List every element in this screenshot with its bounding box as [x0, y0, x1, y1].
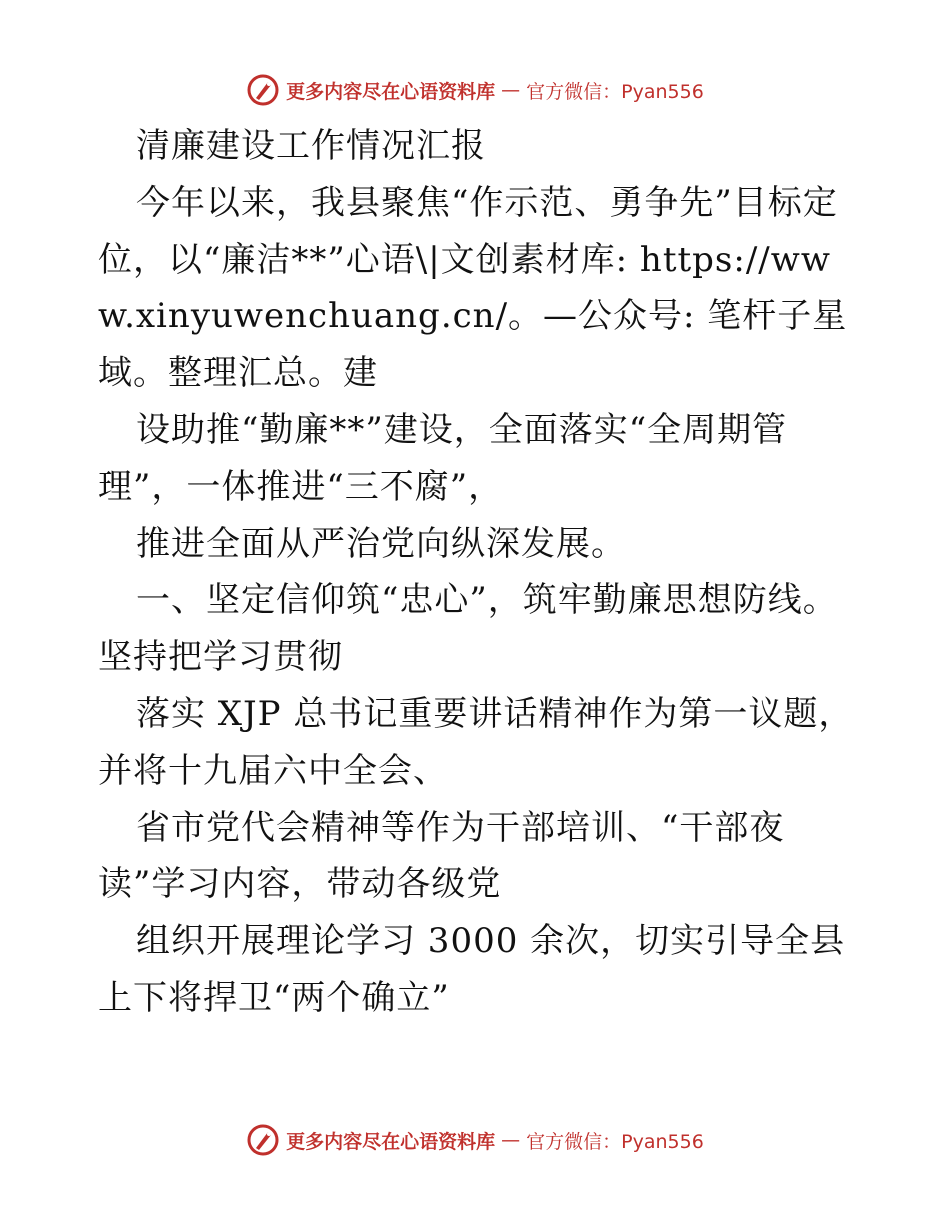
paragraph: 设助推“勤廉**”建设，全面落实“全周期管理”，一体推进“三不腐”，	[98, 409, 788, 507]
paragraph: 今年以来，我县聚焦“作示范、勇争先”目标定位，以“廉洁**”心语\|文创素材库: https://www.xinyuwenchuang.cn/。—公众号: 笔杆子星域。整理汇总。建	[98, 182, 848, 394]
paragraph: 一、坚定信仰筑“忠心”，筑牢勤廉思想防线。坚持把学习贯彻	[98, 580, 838, 678]
paragraph: 省市党代会精神等作为干部培训、“干部夜读”学习内容，带动各级党	[98, 807, 785, 905]
document-body	[98, 118, 858, 1027]
document-title: 清廉建设工作情况汇报	[136, 126, 486, 166]
banner-separator: —	[501, 1129, 521, 1151]
banner-wechat: 官方微信：Pyan556	[526, 1130, 704, 1153]
paragraph: 落实 XJP 总书记重要讲话精神作为第一议题，并将十九届六中全会、	[98, 693, 854, 791]
footer-banner	[0, 1120, 950, 1160]
pen-circle-logo-icon	[246, 73, 280, 107]
pen-circle-logo-icon	[246, 1123, 280, 1157]
banner-separator: —	[501, 79, 521, 101]
paragraph: 推进全面从严治党向纵深发展。	[136, 523, 626, 564]
paragraph: 组织开展理论学习 3000 余次，切实引导全县上下将捍卫“两个确立”	[98, 921, 846, 1018]
banner-wechat: 官方微信：Pyan556	[526, 80, 704, 103]
header-banner	[0, 70, 950, 110]
banner-label: 更多内容尽在心语资料库	[286, 1130, 496, 1153]
banner-label: 更多内容尽在心语资料库	[286, 80, 496, 103]
